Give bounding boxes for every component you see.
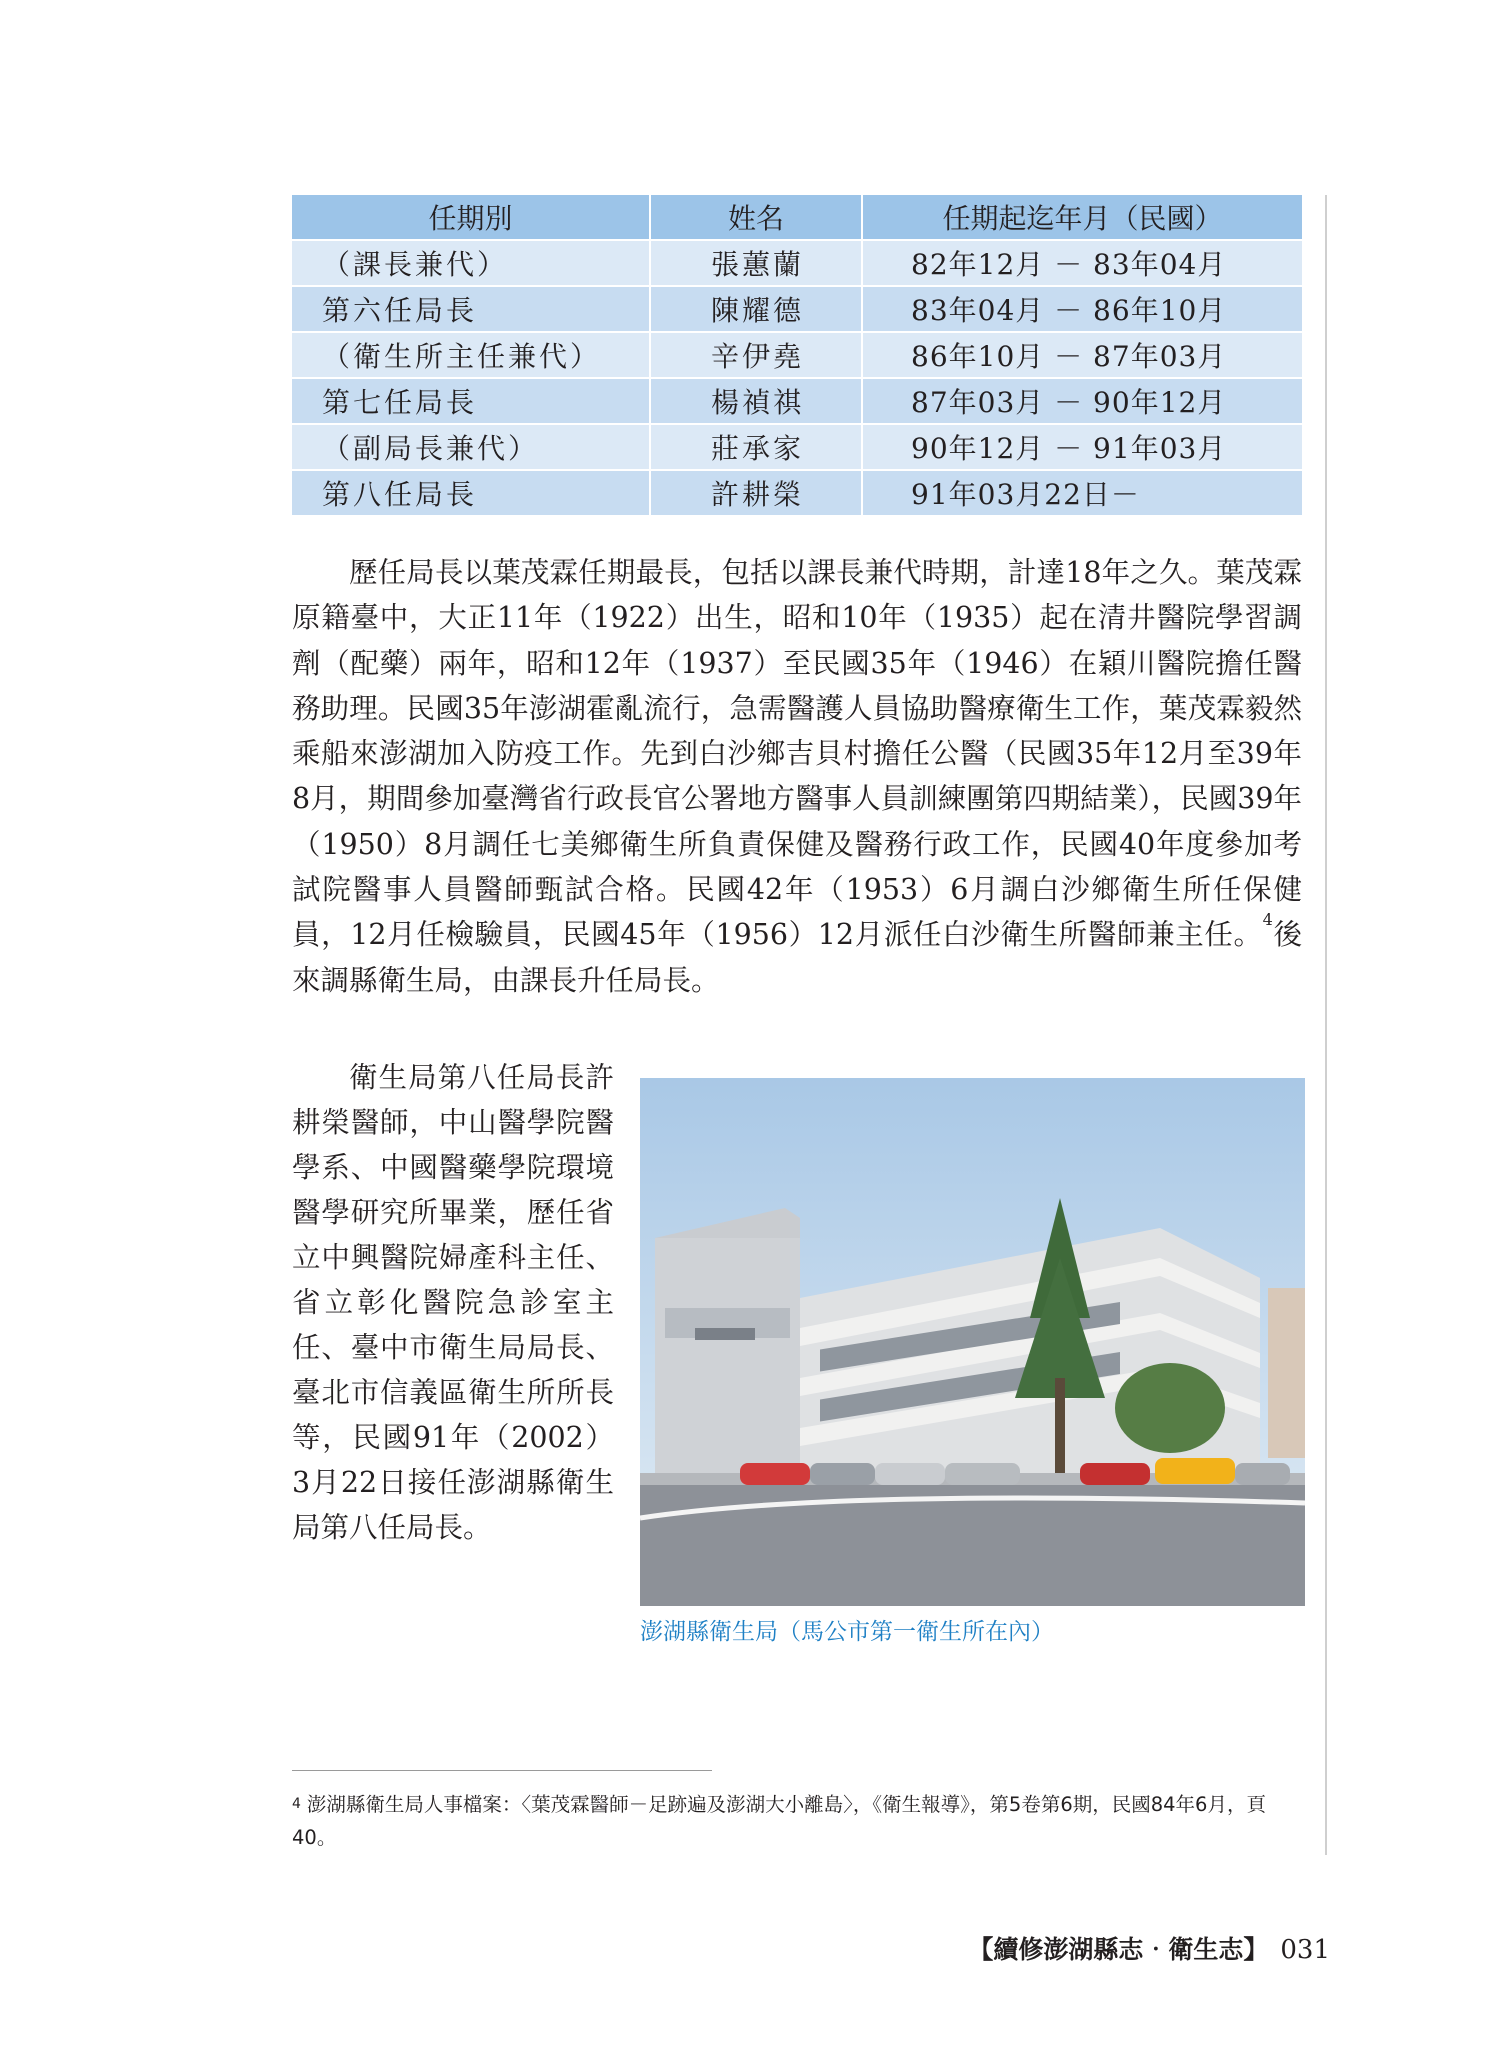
table-row <box>292 240 1302 286</box>
cell-term: （副局長兼代） <box>292 424 650 470</box>
table-row <box>292 424 1302 470</box>
cell-term: 第七任局長 <box>292 378 650 424</box>
paragraph-text-tail: 後來調縣衛生局，由課長升任局長。 <box>292 918 1302 997</box>
cell-name: 辛伊堯 <box>650 332 862 378</box>
tenure-table <box>292 195 1302 517</box>
table-row <box>292 286 1302 332</box>
table-row <box>292 378 1302 424</box>
paragraph-text: 歷任局長以葉茂霖任期最長，包括以課長兼代時期，計達18年之久。葉茂霖原籍臺中，大正11年（1922）出生，昭和10年（1935）起在清井醫院學習調劑（配藥）兩年，昭和12年（1937）至民國35年（1946）在穎川醫院擔任醫務助理。民國35年澎湖霍亂流行，急需醫護人員協助醫療衛生工作，葉茂霖毅然乘船來澎湖加入防疫工作。先到白沙鄉吉貝村擔任公醫（民國35年12月至39年8月，期間參加臺灣省行政長官公署地方醫事人員訓練團第四期結業），民國39年（1950）8月調任七美鄉衛生所負責保健及醫務行政工作，民國40年度參加考試院醫事人員醫師甄試合格。民國42年（1953）6月調白沙鄉衛生所任保健員，12月任檢驗員，民國45年（1956）12月派任白沙衛生所醫師兼主任。 <box>292 556 1302 952</box>
cell-name: 許耕榮 <box>650 470 862 516</box>
footnote-divider <box>292 1770 712 1771</box>
header-term: 任期別 <box>292 195 650 240</box>
cell-name: 楊禎祺 <box>650 378 862 424</box>
footnote-reference[interactable]: 4 <box>1262 910 1273 930</box>
cell-period: 82年12月 － 83年04月 <box>862 240 1302 286</box>
cell-period: 90年12月 － 91年03月 <box>862 424 1302 470</box>
photo-caption: 澎湖縣衛生局（馬公市第一衛生所在內） <box>640 1619 1054 1645</box>
director-paragraph: 衛生局第八任局長許耕榮醫師，中山醫學院醫學系、中國醫藥學院環境醫學研究所畢業，歷任省立中興醫院婦產科主任、省立彰化醫院急診室主任、臺中市衛生局局長、臺北市信義區衛生所所長等，民國91年（2002）3月22日接任澎湖縣衛生局第八任局長。 <box>292 1061 614 1544</box>
footnote <box>292 1788 1307 1854</box>
page-number: 031 <box>1280 1935 1330 1965</box>
table-row <box>292 332 1302 378</box>
running-title: 【續修澎湖縣志‧衛生志】 <box>968 1935 1269 1964</box>
cell-name: 張蕙蘭 <box>650 240 862 286</box>
header-period: 任期起迄年月（民國） <box>862 195 1302 240</box>
cell-name: 莊承家 <box>650 424 862 470</box>
cell-period: 87年03月 － 90年12月 <box>862 378 1302 424</box>
table-row <box>292 470 1302 516</box>
running-footer <box>968 1930 1330 1966</box>
health-bureau-photo <box>640 1078 1305 1606</box>
footnote-text: 澎湖縣衛生局人事檔案：〈葉茂霖醫師－足跡遍及澎湖大小離島〉，《衛生報導》，第5卷第6期，民國84年6月，頁40。 <box>292 1793 1266 1849</box>
cell-period: 86年10月 － 87年03月 <box>862 332 1302 378</box>
body-paragraph <box>292 550 1302 1003</box>
cell-term: （衛生所主任兼代） <box>292 332 650 378</box>
cell-term: （課長兼代） <box>292 240 650 286</box>
header-name: 姓名 <box>650 195 862 240</box>
cell-period: 83年04月 － 86年10月 <box>862 286 1302 332</box>
cell-term: 第八任局長 <box>292 470 650 516</box>
right-margin-rule <box>1325 195 1327 1855</box>
footnote-number: 4 <box>292 1796 301 1812</box>
cell-term: 第六任局長 <box>292 286 650 332</box>
cell-period: 91年03月22日－ <box>862 470 1302 516</box>
cell-name: 陳耀德 <box>650 286 862 332</box>
table-header-row <box>292 195 1302 240</box>
